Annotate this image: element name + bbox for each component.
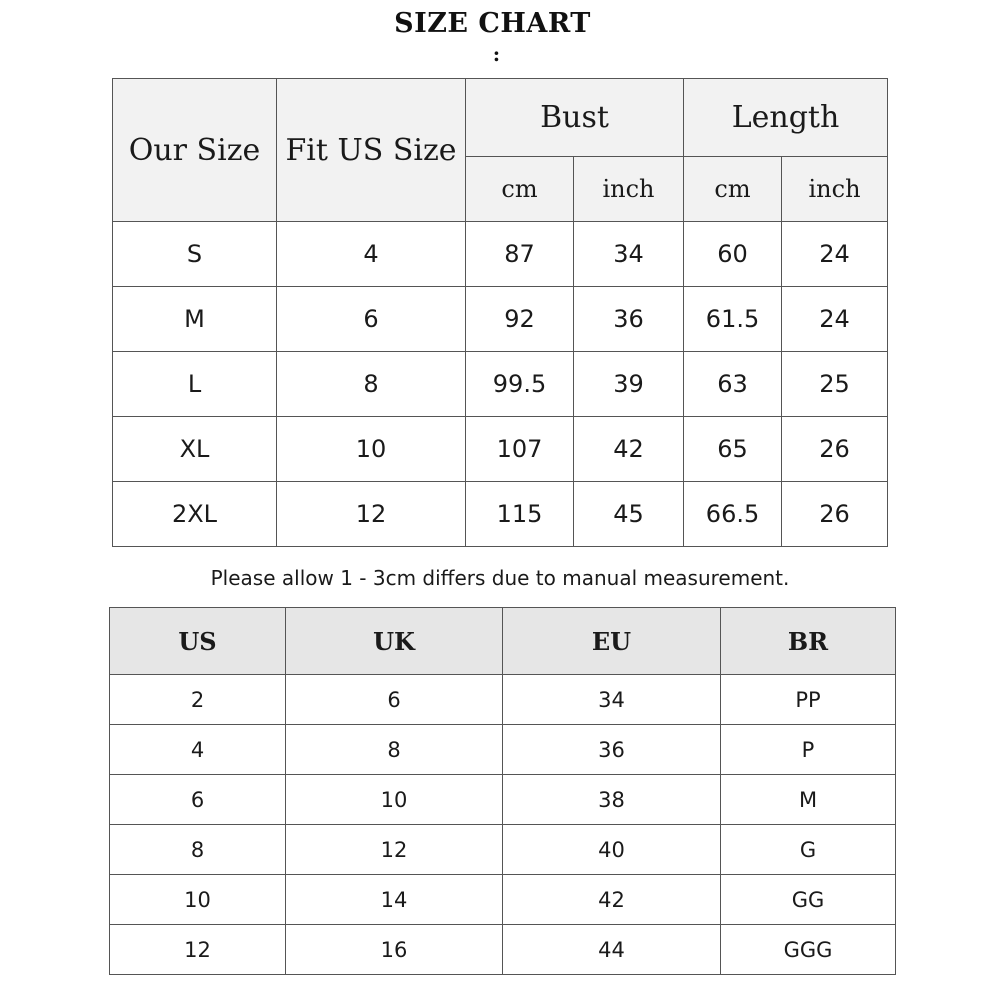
cell-fit-us: 4 [277,222,466,287]
cell-br: P [721,725,896,775]
table-row [110,875,896,925]
table-row [110,675,896,725]
cell-uk: 8 [286,725,503,775]
header-bust-inch: inch [574,157,684,222]
cell-uk: 12 [286,825,503,875]
cell-length-inch: 25 [782,352,888,417]
cell-us: 4 [110,725,286,775]
cell-bust-cm: 99.5 [466,352,574,417]
cell-bust-cm: 92 [466,287,574,352]
cell-fit-us: 8 [277,352,466,417]
cell-bust-inch: 45 [574,482,684,547]
table-row [113,417,888,482]
header-fit-us-size: Fit US Size [277,79,466,222]
cell-us: 6 [110,775,286,825]
cell-length-cm: 65 [684,417,782,482]
cell-eu: 42 [503,875,721,925]
cell-us: 2 [110,675,286,725]
cell-bust-inch: 39 [574,352,684,417]
cell-our-size: M [113,287,277,352]
table-row [110,925,896,975]
cell-fit-us: 12 [277,482,466,547]
cell-eu: 38 [503,775,721,825]
cell-length-cm: 61.5 [684,287,782,352]
cell-bust-inch: 42 [574,417,684,482]
page-title: SIZE CHART [394,8,591,39]
header-length-cm: cm [684,157,782,222]
cell-bust-inch: 34 [574,222,684,287]
cell-length-cm: 60 [684,222,782,287]
header-length: Length [684,79,888,157]
cell-our-size: 2XL [113,482,277,547]
table-row [113,482,888,547]
cell-us: 8 [110,825,286,875]
table-row [110,725,896,775]
cell-uk: 6 [286,675,503,725]
cell-us: 12 [110,925,286,975]
header-br: BR [721,608,896,675]
cell-our-size: XL [113,417,277,482]
cell-length-inch: 26 [782,417,888,482]
header-bust: Bust [466,79,684,157]
cell-length-cm: 63 [684,352,782,417]
cell-uk: 16 [286,925,503,975]
header-uk: UK [286,608,503,675]
cell-br: GG [721,875,896,925]
cell-our-size: L [113,352,277,417]
cell-bust-inch: 36 [574,287,684,352]
cell-fit-us: 10 [277,417,466,482]
cell-br: GGG [721,925,896,975]
cell-br: M [721,775,896,825]
cell-uk: 10 [286,775,503,825]
cell-br: G [721,825,896,875]
size-conversion-table [109,607,896,975]
cell-bust-cm: 107 [466,417,574,482]
title-colon: : [492,42,501,66]
header-eu: EU [503,608,721,675]
cell-length-cm: 66.5 [684,482,782,547]
cell-fit-us: 6 [277,287,466,352]
cell-length-inch: 26 [782,482,888,547]
header-length-inch: inch [782,157,888,222]
measurement-note: Please allow 1 - 3cm differs due to manual measurement. [210,566,790,590]
table-row [113,287,888,352]
cell-length-inch: 24 [782,222,888,287]
size-chart-table [112,78,888,547]
cell-our-size: S [113,222,277,287]
cell-br: PP [721,675,896,725]
table-row [110,775,896,825]
header-bust-cm: cm [466,157,574,222]
cell-eu: 44 [503,925,721,975]
cell-length-inch: 24 [782,287,888,352]
table-row [113,352,888,417]
cell-eu: 34 [503,675,721,725]
header-our-size: Our Size [113,79,277,222]
cell-bust-cm: 115 [466,482,574,547]
cell-eu: 36 [503,725,721,775]
cell-uk: 14 [286,875,503,925]
cell-eu: 40 [503,825,721,875]
cell-us: 10 [110,875,286,925]
cell-bust-cm: 87 [466,222,574,287]
table-row [110,825,896,875]
header-us: US [110,608,286,675]
table-row [113,222,888,287]
